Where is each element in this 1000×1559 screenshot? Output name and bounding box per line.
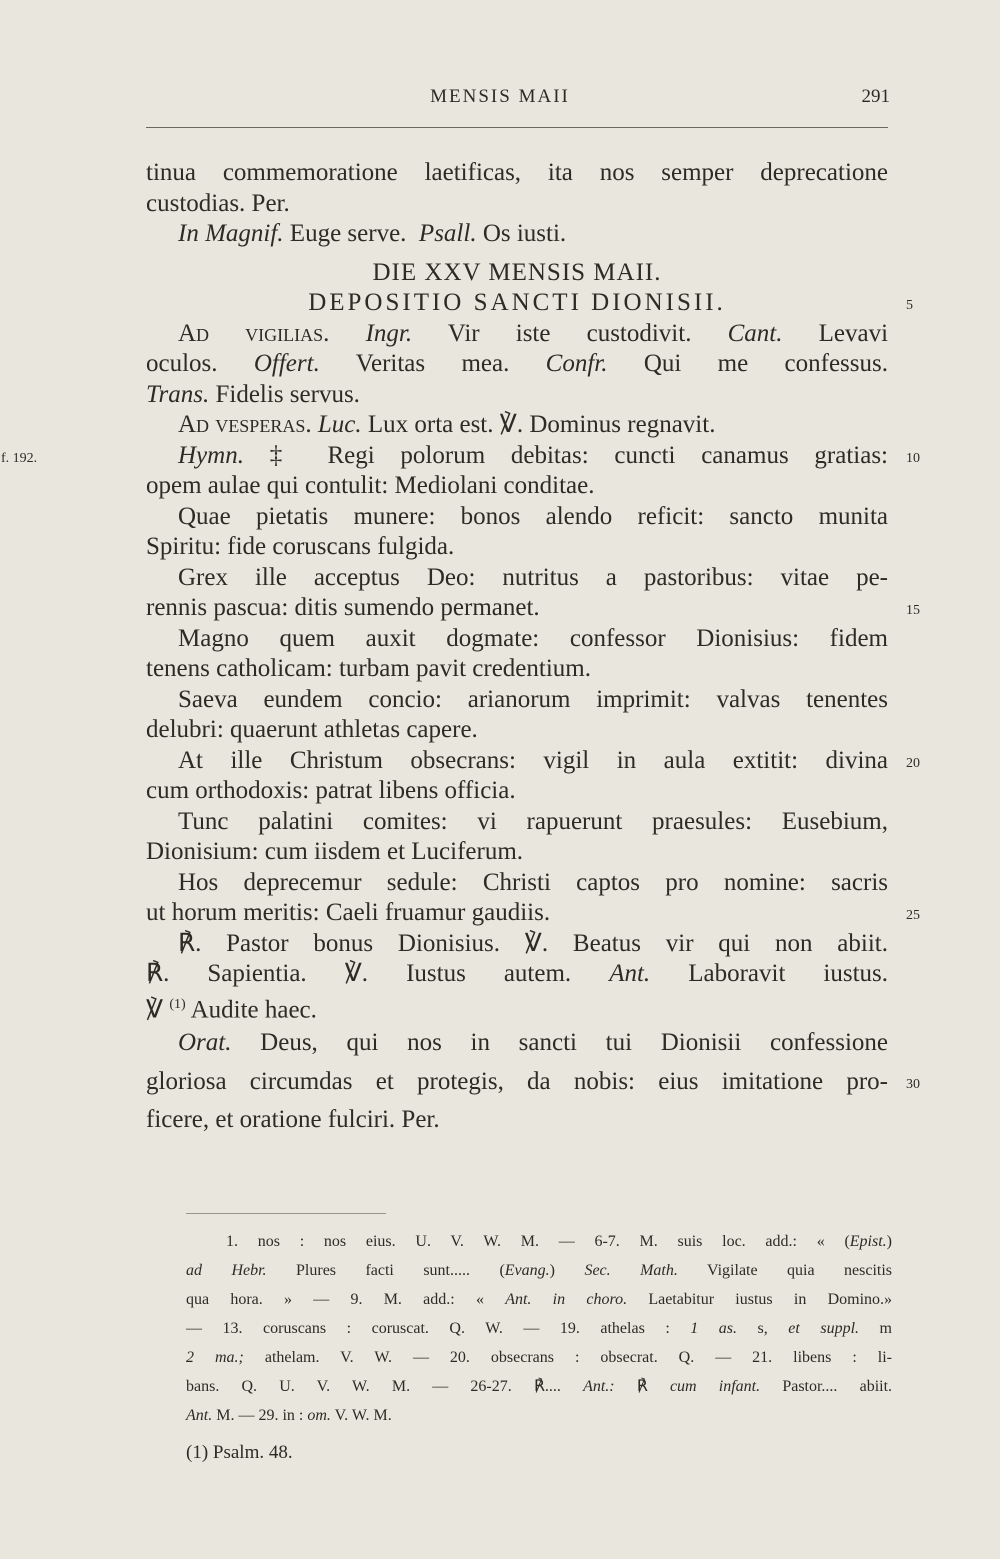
footnote-rule	[186, 1213, 386, 1214]
header-rule	[146, 127, 888, 128]
responsory-line: ℣ $^{(1)}$ Audite haec.	[146, 995, 317, 1023]
variant-footnotes	[186, 1227, 892, 1430]
rubric-line: In Magnif. Euge serve. Psall. Os iusti.	[178, 220, 567, 247]
responsory-line: ℟. Pastor bonus Dionisius. ℣. Beatus vir qui non abiit.	[178, 929, 888, 957]
footnote-line: ad Hebr. Plures facti sunt..... (Evang.) Sec. Math. Vigilate quia nescitis	[186, 1262, 893, 1279]
hymn-line: rennis pascua: ditis sumendo permanet. 15	[146, 593, 888, 624]
feast-title: DIE XXV MENSIS MAII.	[372, 258, 662, 286]
hymn-line: cum orthodoxis: patrat libens officia.	[146, 777, 516, 804]
hymn-line: f. 192. Hymn. ‡ Regi polorum debitas: cuncti canamus gratias: 10	[146, 441, 888, 472]
prayer-line: Orat. Deus, qui nos in sancti tui Dionisii confessione	[178, 1029, 888, 1056]
hymn-line: opem aulae qui contulit: Mediolani conditae.	[146, 472, 595, 499]
footnote-line: Ant. M. — 29. in : om. V. W. M.	[186, 1407, 392, 1424]
text-line: custodias. Per.	[146, 189, 290, 217]
hymn-line: At ille Christum obsecrans: vigil in aula extitit: divina 20	[146, 746, 888, 777]
line-number: 15	[906, 603, 920, 618]
rubric-line: Ad vesperas. Luc. Lux orta est. ℣. Dominus regnavit.	[178, 411, 716, 438]
line-number: 20	[906, 755, 920, 771]
footnote-line: bans. Q. U. V. W. M. — 26-27. ℟.... Ant.: ℟ cum infant. Pastor.... abiit.	[186, 1378, 893, 1395]
hymn-line: Tunc palatini comites: vi rapuerunt praesules: Eusebium,	[178, 807, 888, 835]
rubric-line: oculos. Offert. Veritas mea. Confr. Qui me confessus.	[146, 350, 888, 377]
hymn-line: Spiritu: fide coruscans fulgida.	[146, 533, 455, 560]
feast-subtitle: DEPOSITIO SANCTI DIONISII. 5	[146, 288, 888, 319]
hymn-line: Hos deprecemur sedule: Christi captos pro nomine: sacris	[178, 868, 888, 896]
hymn-line: Quae pietatis munere: bonos alendo reficit: sancto munita	[178, 502, 888, 530]
line-number: 30	[906, 1076, 920, 1092]
rubric-line: Trans. Fidelis servus.	[146, 380, 360, 408]
prayer-line: gloriosa circumdas et protegis, da nobis: eius imitatione pro- 30	[146, 1067, 888, 1098]
footnote-line: — 13. coruscans : coruscat. Q. W. — 19. athelas : 1 as. s, et suppl. m	[186, 1320, 892, 1337]
psalm-footnote: (1) Psalm. 48.	[186, 1442, 293, 1463]
page-number: 291	[861, 86, 890, 107]
footnote-ref: (1)	[169, 996, 186, 1012]
hymn-line: Saeva eundem concio: arianorum imprimit: valvas tenentes	[178, 685, 888, 713]
line-number: 5	[906, 298, 916, 313]
responsory-line: ℟. Sapientia. ℣. Iustus autem. Ant. Laboravit iustus.	[146, 960, 889, 987]
line-number: 10	[906, 450, 920, 466]
running-header: MENSIS MAII	[430, 86, 570, 107]
folio-marker: f. 192.	[1, 450, 38, 466]
footnote-line: 2 ma.; athelam. V. W. — 20. obsecrans : obsecrat. Q. — 21. libens : li-	[186, 1349, 892, 1366]
hymn-line: Grex ille acceptus Deo: nutritus a pastoribus: vitae pe-	[178, 563, 888, 591]
text-line: tinua commemoratione laetificas, ita nos semper deprecatione	[146, 159, 888, 186]
footnote-line: qua hora. » — 9. M. add.: « Ant. in choro. Laetabitur iustus in Domino.»	[186, 1291, 893, 1308]
hymn-line: Magno quem auxit dogmate: confessor Dionisius: fidem	[178, 624, 888, 652]
hymn-line: delubri: quaerunt athletas capere.	[146, 716, 478, 743]
footnote-line: 1. nos : nos eius. U. V. W. M. — 6-7. M. suis loc. add.: « (Epist.)	[226, 1233, 892, 1250]
prayer-line: ficere, et oratione fulciri. Per.	[146, 1106, 440, 1133]
main-text	[1, 158, 920, 1136]
line-number: 25	[906, 908, 920, 923]
rubric-line: Ad vigilias. Ingr. Vir iste custodivit. Cant. Levavi	[178, 319, 889, 347]
hymn-line: Dionisium: cum iisdem et Luciferum.	[146, 838, 524, 865]
hymn-line: ut horum meritis: Caeli fruamur gaudiis. 25	[146, 898, 888, 929]
hymn-line: tenens catholicam: turbam pavit credentium.	[146, 655, 591, 682]
